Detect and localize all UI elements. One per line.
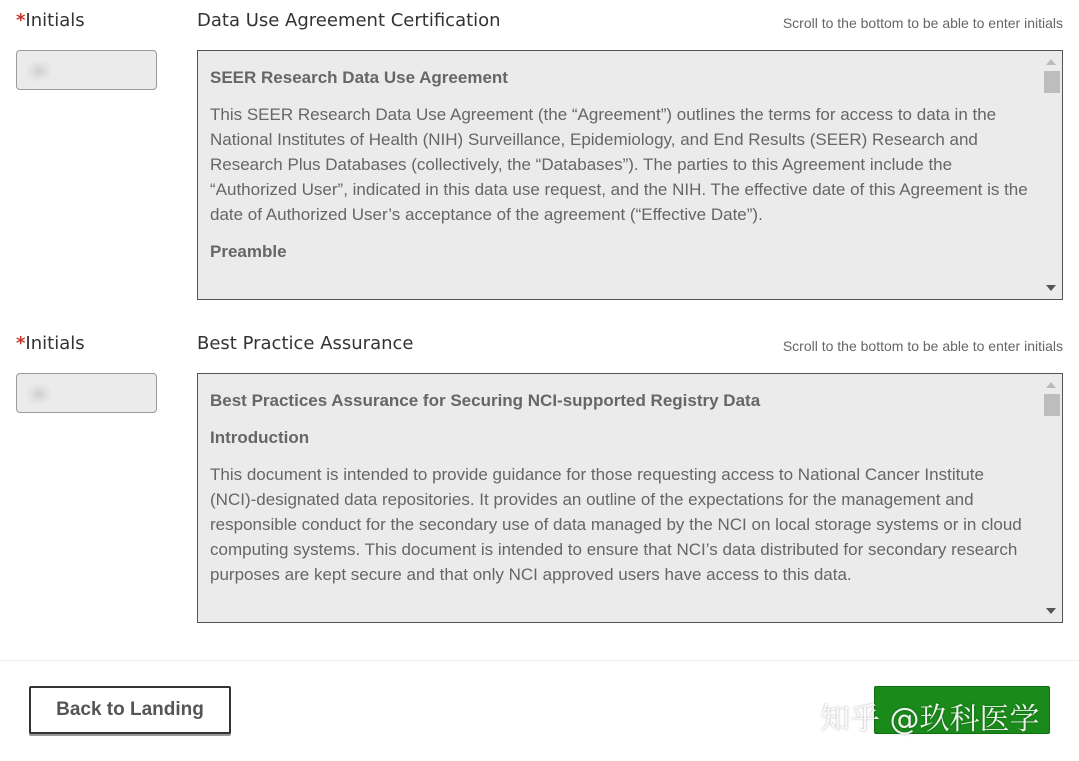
watermark: 知乎 @玖科医学 — [820, 702, 1040, 737]
dua-document-subheading: Preamble — [210, 242, 287, 261]
redacted-initials — [27, 384, 51, 404]
dua-document-heading: SEER Research Data Use Agreement — [210, 68, 508, 87]
bpa-section — [0, 333, 1079, 633]
dua-scrollbar[interactable] — [1042, 51, 1062, 299]
bpa-document-paragraph: This document is intended to provide guidance for those requesting access to National Cancer Institute (NCI)-designated data repositories. It provides an outline of the expectations for the management and responsible conduct for the secondary use of data managed by the NCI on local storage systems or in cloud computing systems. This document is intended to ensure that NCI’s data distributed for secondary research purposes are kept secure and that only NCI approved users have access to this data. — [210, 465, 1022, 584]
required-mark: * — [16, 333, 26, 354]
dua-section — [0, 10, 1079, 310]
footer-divider — [0, 660, 1079, 661]
bpa-document-content — [210, 388, 1032, 599]
scroll-down-arrow-icon[interactable] — [1046, 608, 1056, 614]
redacted-initials — [27, 61, 51, 81]
bpa-document-subheading: Introduction — [210, 428, 310, 447]
dua-scroll-hint: Scroll to the bottom to be able to enter initials — [782, 15, 1063, 31]
scroll-thumb[interactable] — [1044, 71, 1060, 93]
required-mark: * — [16, 10, 26, 31]
bpa-document-heading: Best Practices Assurance for Securing NCI-supported Registry Data — [210, 391, 761, 410]
bpa-title: Best Practice Assurance — [197, 333, 414, 354]
scroll-down-arrow-icon[interactable] — [1046, 285, 1056, 291]
scroll-up-arrow-icon[interactable] — [1046, 59, 1056, 65]
scroll-thumb[interactable] — [1044, 394, 1060, 416]
dua-document-paragraph: This SEER Research Data Use Agreement (the “Agreement”) outlines the terms for access to data in the National Institutes of Health (NIH) Surveillance, Epidemiology, and End Results (SEER) Research and Research Plus Databases (collectively, the “Databases”). The parties to this Agreement include the “Authorized User”, indicated in this data use request, and the NIH. The effective date of this Agreement is the date of Authorized User’s acceptance of the agreement (“Effective Date”). — [210, 105, 1028, 224]
dua-document-box[interactable] — [197, 50, 1063, 300]
initials-label — [16, 333, 85, 354]
back-to-landing-button[interactable]: Back to Landing — [29, 686, 231, 734]
initials-label — [16, 10, 85, 31]
dua-title: Data Use Agreement Certification — [197, 10, 501, 31]
scroll-up-arrow-icon[interactable] — [1046, 382, 1056, 388]
dua-document-content — [210, 65, 1032, 276]
bpa-initials-input[interactable] — [16, 373, 157, 413]
bpa-scrollbar[interactable] — [1042, 374, 1062, 622]
initials-label-text: Initials — [25, 10, 85, 31]
dua-initials-input[interactable] — [16, 50, 157, 90]
bpa-scroll-hint: Scroll to the bottom to be able to enter initials — [782, 338, 1063, 354]
initials-label-text: Initials — [25, 333, 85, 354]
bpa-document-box[interactable] — [197, 373, 1063, 623]
